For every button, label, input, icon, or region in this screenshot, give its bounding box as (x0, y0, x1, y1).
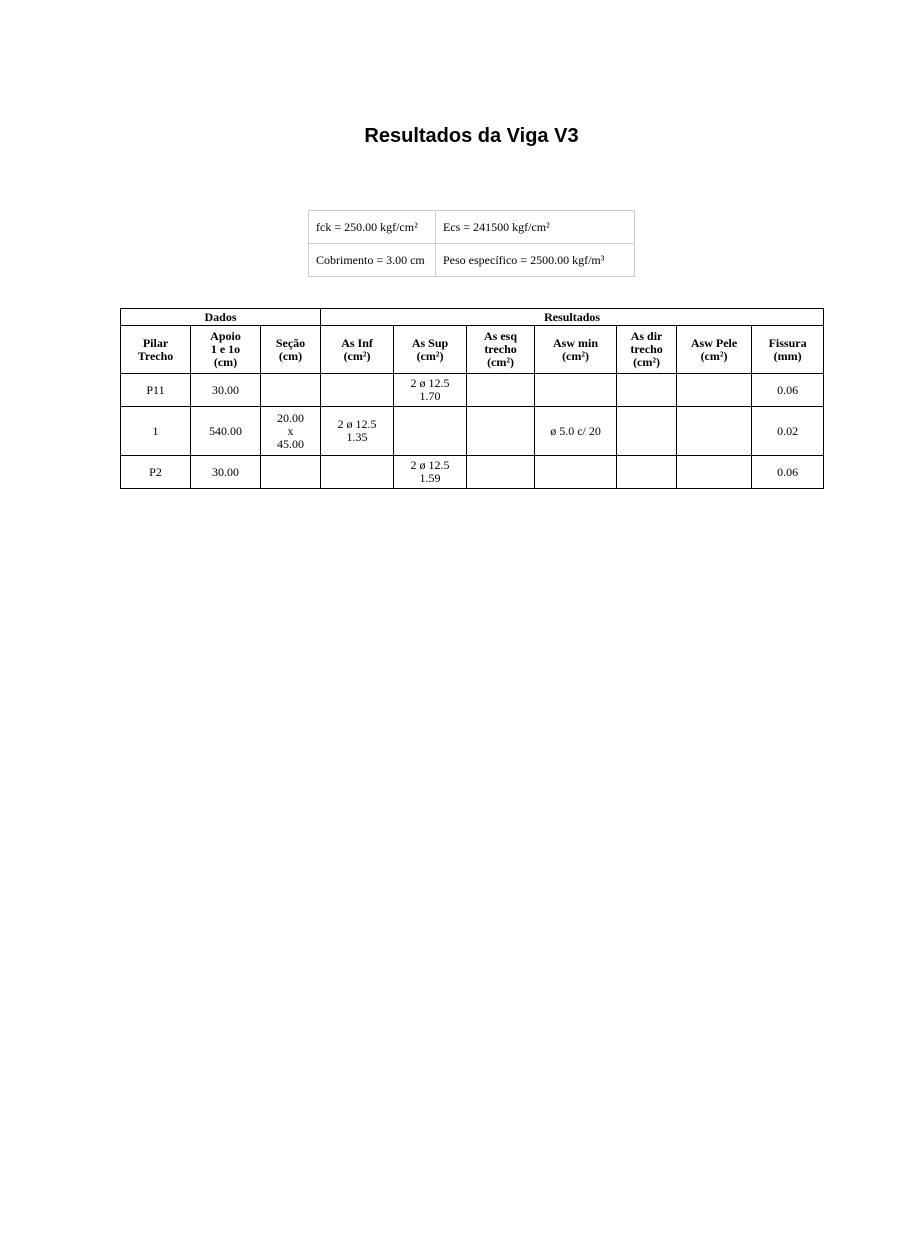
cell-line: Trecho (137, 348, 174, 363)
cell-line: 2 ø 12.5 (337, 417, 377, 431)
cell-line: As esq (484, 329, 518, 343)
cell-as-esq-trecho (467, 374, 535, 407)
table-row (121, 407, 824, 456)
table-row (121, 374, 824, 407)
cell-line: Asw Pele (690, 335, 738, 350)
cell-line: (mm) (773, 348, 802, 363)
group-header-resultados: Resultados (321, 309, 824, 326)
cobrimento-value: Cobrimento = 3.00 cm (309, 244, 436, 277)
cell-line: Fissura (768, 335, 807, 350)
cell-apoio: 540.00 (191, 407, 261, 456)
column-header-apoio (191, 326, 261, 374)
cell-fissura: 0.06 (752, 374, 824, 407)
cell-line: 2 ø 12.5 (410, 376, 450, 390)
fck-value: fck = 250.00 kgf/cm² (309, 211, 436, 244)
cell-pilar-trecho: 1 (121, 407, 191, 456)
cell-as-dir-trecho (617, 407, 677, 456)
cell-line: trecho (484, 342, 517, 356)
cell-asw-pele (677, 407, 752, 456)
cell-line: 1.35 (346, 430, 368, 444)
page-title: Resultados da Viga V3 (364, 125, 579, 147)
cell-secao (261, 407, 321, 456)
peso-especifico-value: Peso específico = 2500.00 kgf/m³ (436, 244, 635, 277)
cell-pilar-trecho: P2 (121, 456, 191, 489)
column-header-as-sup (394, 326, 467, 374)
properties-row (309, 244, 635, 277)
cell-as-sup (394, 456, 467, 489)
cell-line: As Inf (341, 335, 373, 350)
cell-fissura: 0.02 (752, 407, 824, 456)
cell-line: 1.59 (419, 471, 441, 485)
cell-asw-pele (677, 456, 752, 489)
cell-line: 20.00 (277, 410, 305, 425)
cell-line: (cm²) (416, 348, 444, 363)
cell-line: 1.70 (419, 389, 441, 403)
cell-secao (261, 374, 321, 407)
cell-as-inf (321, 407, 394, 456)
cell-line: As dir (630, 329, 663, 343)
cell-as-esq-trecho (467, 407, 535, 456)
cell-as-dir-trecho (617, 456, 677, 489)
cell-line: Apoio (210, 329, 241, 343)
cell-as-esq-trecho (467, 456, 535, 489)
cell-line: Asw min (553, 335, 599, 350)
cell-line: As Sup (411, 335, 449, 350)
ecs-value: Ecs = 241500 kgf/cm² (436, 211, 635, 244)
cell-line: (cm²) (633, 355, 660, 369)
cell-line: Pilar (142, 335, 169, 350)
properties-row (309, 211, 635, 244)
cell-line: (cm²) (700, 348, 728, 363)
column-header-asw-min (535, 326, 617, 374)
group-header-row (121, 309, 824, 326)
cell-line: trecho (630, 342, 663, 356)
column-header-asw-pele (677, 326, 752, 374)
cell-line: 45.00 (277, 436, 305, 451)
cell-fissura: 0.06 (752, 456, 824, 489)
cell-as-sup (394, 374, 467, 407)
column-header-row (121, 326, 824, 374)
cell-line: x (287, 423, 294, 438)
material-properties-table (308, 210, 635, 277)
cell-as-inf (321, 374, 394, 407)
cell-line: (cm²) (343, 348, 371, 363)
cell-as-inf (321, 456, 394, 489)
table-row (121, 456, 824, 489)
cell-asw-min (535, 456, 617, 489)
cell-line: (cm²) (487, 355, 514, 369)
cell-line: 2 ø 12.5 (410, 458, 450, 472)
cell-line: (cm) (278, 348, 303, 363)
cell-asw-min (535, 374, 617, 407)
cell-secao (261, 456, 321, 489)
cell-apoio: 30.00 (191, 456, 261, 489)
cell-line: 1 e 1o (210, 342, 241, 356)
column-header-as-esq-trecho (467, 326, 535, 374)
column-header-pilar-trecho (121, 326, 191, 374)
column-header-fissura (752, 326, 824, 374)
cell-pilar-trecho: P11 (121, 374, 191, 407)
cell-line: Seção (275, 335, 306, 350)
cell-line: (cm²) (562, 348, 589, 363)
results-body (121, 374, 824, 489)
cell-apoio: 30.00 (191, 374, 261, 407)
cell-line: (cm) (213, 355, 238, 369)
cell-as-sup (394, 407, 467, 456)
cell-asw-min: ø 5.0 c/ 20 (535, 407, 617, 456)
beam-results-table (120, 308, 824, 489)
column-header-as-inf (321, 326, 394, 374)
column-header-as-dir-trecho (617, 326, 677, 374)
cell-asw-pele (677, 374, 752, 407)
column-header-secao (261, 326, 321, 374)
group-header-dados: Dados (121, 309, 321, 326)
cell-as-dir-trecho (617, 374, 677, 407)
